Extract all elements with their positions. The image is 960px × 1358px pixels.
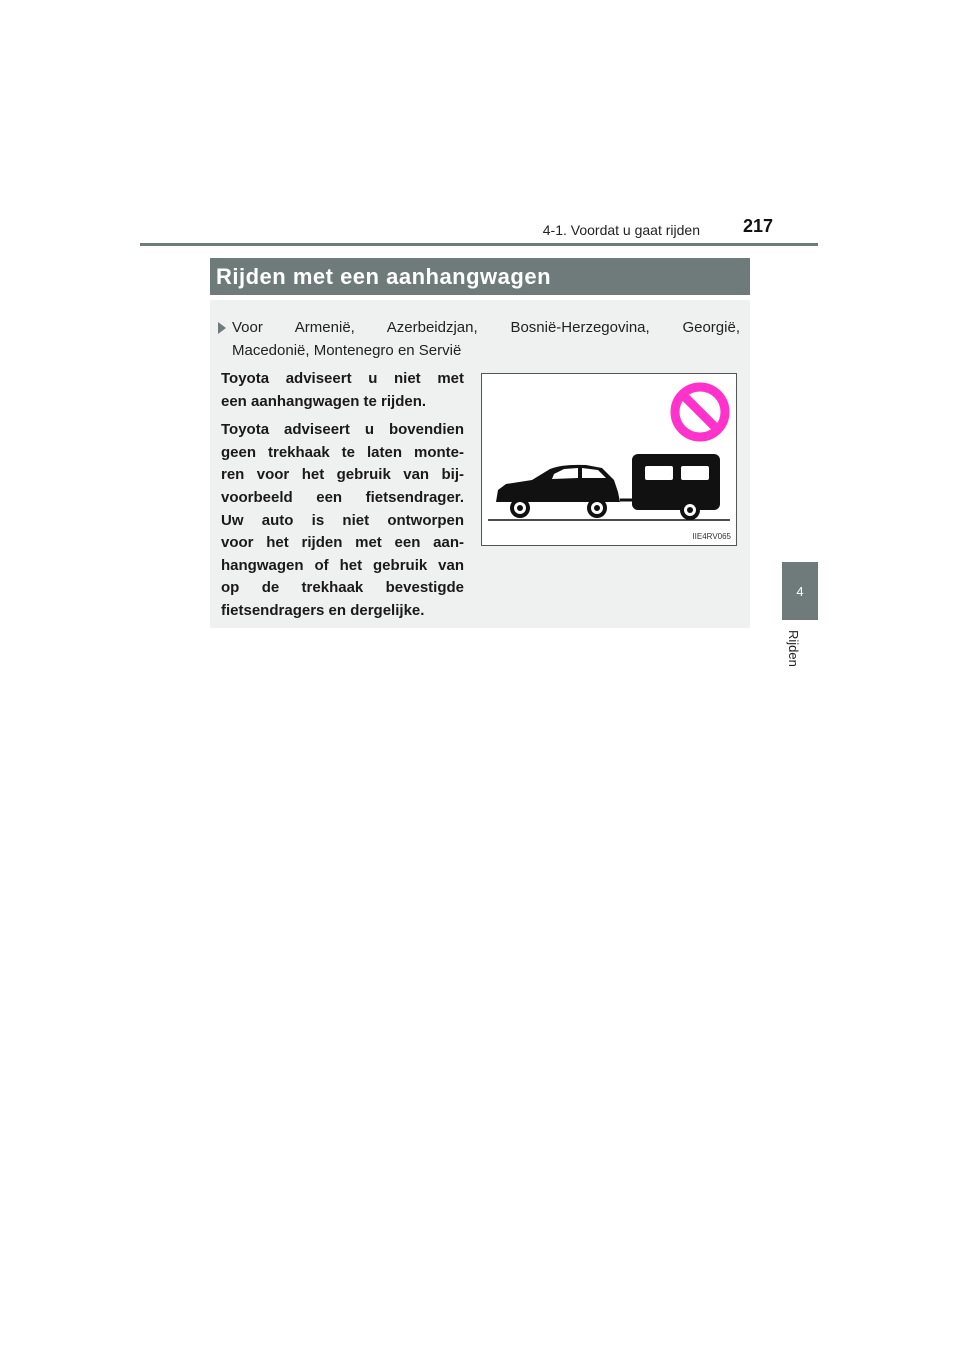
chapter-tab[interactable] bbox=[782, 562, 818, 620]
triangle-arrow-icon bbox=[218, 322, 226, 334]
text-line: op de trekhaak bevestigde bbox=[221, 579, 464, 597]
text-line: voorbeeld een fietsendrager. bbox=[221, 488, 464, 506]
text-line: een aanhangwagen te rijden. bbox=[221, 392, 427, 410]
region-note bbox=[232, 316, 740, 362]
text-line: hangwagen of het gebruik van bbox=[221, 556, 464, 574]
paragraph-2 bbox=[221, 419, 464, 622]
body-text bbox=[221, 368, 464, 629]
text-line: Uw auto is niet ontworpen bbox=[221, 511, 464, 529]
trailer-icon bbox=[632, 454, 720, 520]
region-line-2: Macedonië, Montenegro en Servië bbox=[232, 342, 462, 359]
text-line: Toyota adviseert u niet met bbox=[221, 370, 464, 387]
region-line-1: Voor Armenië, Azerbeidzjan, Bosnië-Herzegovina, Georgië, bbox=[232, 319, 740, 336]
section-title: Rijden met een aanhangwagen bbox=[210, 258, 750, 295]
text-line: Toyota adviseert u bovendien bbox=[221, 421, 464, 439]
header-divider bbox=[140, 243, 818, 246]
section-reference: 4-1. Voordat u gaat rijden bbox=[542, 222, 700, 238]
chapter-number: 4 bbox=[796, 583, 804, 599]
paragraph-1 bbox=[221, 368, 464, 413]
content-panel bbox=[210, 300, 750, 628]
car-icon bbox=[496, 465, 634, 518]
text-line: fietsendragers en dergelijke. bbox=[221, 601, 425, 619]
text-line: voor het rijden met een aan- bbox=[221, 534, 464, 552]
figure-code: IIE4RV065 bbox=[692, 532, 731, 541]
chapter-label: Rijden bbox=[786, 630, 801, 667]
page-number: 217 bbox=[742, 216, 773, 236]
illustration-graphic bbox=[482, 374, 736, 545]
text-line: geen trekhaak te laten monte- bbox=[221, 443, 464, 461]
illustration-no-towing bbox=[481, 373, 737, 546]
no-entry-icon bbox=[675, 387, 725, 437]
text-line: ren voor het gebruik van bij- bbox=[221, 466, 464, 484]
page-header bbox=[140, 214, 818, 244]
